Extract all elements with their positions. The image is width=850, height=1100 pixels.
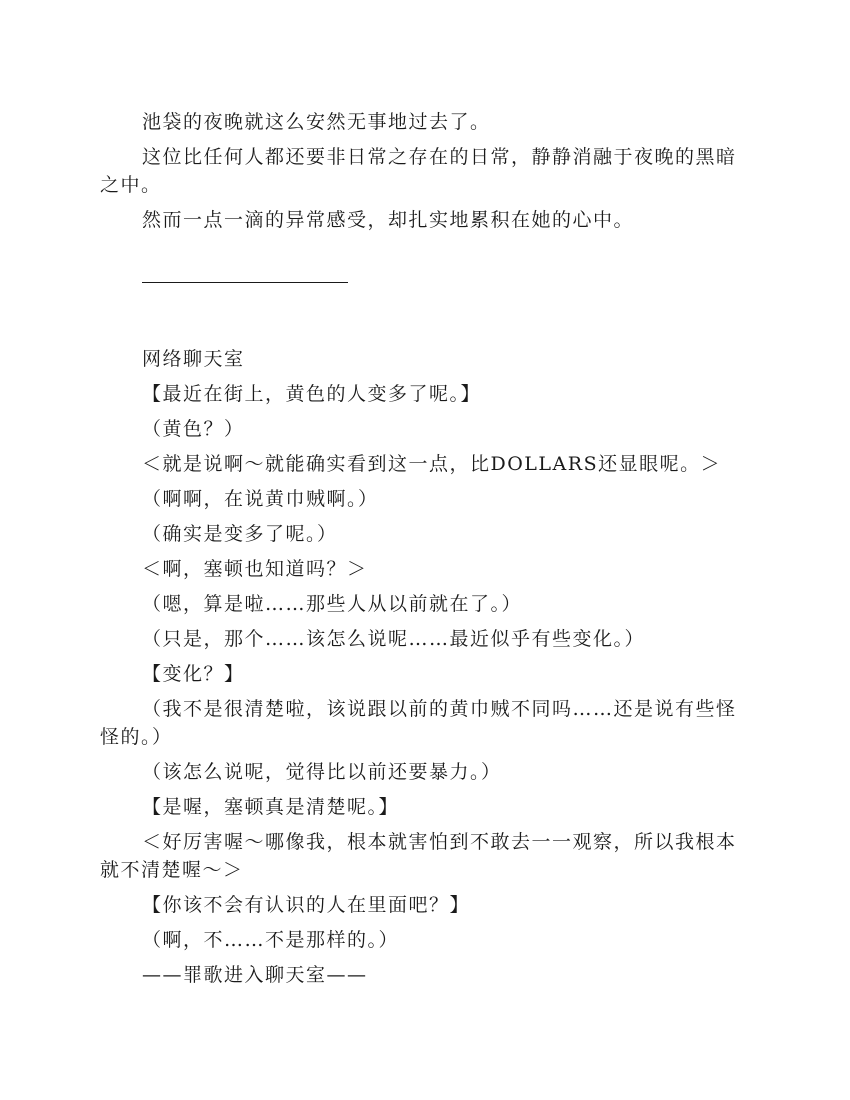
narrative-paragraph: 池袋的夜晚就这么安然无事地过去了。 [142,111,491,133]
chat-line: 【变化？】 [142,663,245,685]
narrative-paragraph: 这位比任何人都还要非日常之存在的日常，静静消融于夜晚的黑暗之中。 [100,146,737,196]
chat-line: ＜好厉害喔～哪像我，根本就害怕到不敢去一一观察，所以我根本就不清楚喔～＞ [100,831,737,881]
chat-line: （确实是变多了呢。） [142,523,338,545]
chat-line: 【你该不会有认识的人在里面吧？】 [142,894,471,916]
narrative-paragraph: 然而一点一滴的异常感受，却扎实地累积在她的心中。 [142,209,635,231]
chat-line: （黄色？） [142,418,245,440]
chat-line: （啊，不……不是那样的。） [142,929,400,951]
chat-line: ＜就是说啊～就能确实看到这一点，比DOLLARS还显眼呢。＞ [142,453,722,475]
chat-line: （只是，那个……该怎么说呢……最近似乎有些变化。） [142,628,646,650]
chat-line: （我不是很清楚啦，该说跟以前的黄巾贼不同吗……还是说有些怪怪的。） [100,698,737,748]
chat-line: 【是喔，塞顿真是清楚呢。】 [142,796,400,818]
chat-line: （该怎么说呢，觉得比以前还要暴力。） [142,761,502,783]
chat-line: ＜啊，塞顿也知道吗？＞ [142,558,368,580]
chat-room-heading: 网络聊天室 [142,348,245,370]
chat-line: 【最近在街上，黄色的人变多了呢。】 [142,383,482,405]
chat-line: （啊啊，在说黄巾贼啊。） [142,488,379,510]
chat-line: （嗯，算是啦……那些人从以前就在了。） [142,593,523,615]
chat-system-message: ——罪歌进入聊天室—— [142,964,368,986]
document-page [100,108,750,989]
